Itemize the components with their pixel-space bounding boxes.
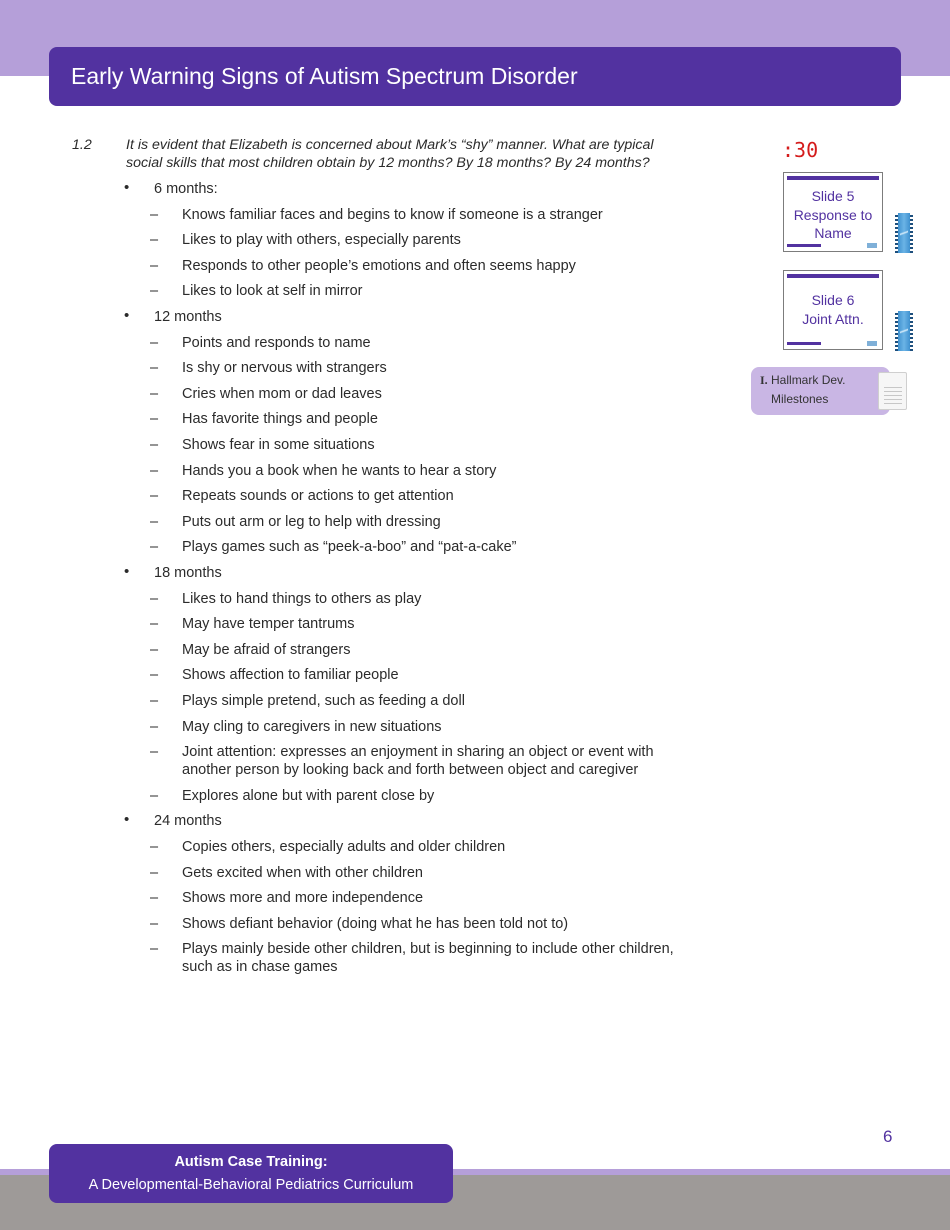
list-item-text: Puts out arm or leg to help with dressing <box>182 513 441 530</box>
document-icon[interactable] <box>878 372 907 410</box>
list-item-text: Knows familiar faces and begins to know if someone is a stranger <box>182 206 603 223</box>
question-line: It is evident that Elizabeth is concerned about Mark’s “shy” manner. What are typical <box>126 137 654 153</box>
footer-subtitle: A Developmental-Behavioral Pediatrics Curriculum <box>88 1177 414 1193</box>
dash-marker: – <box>150 787 159 804</box>
dash-marker: – <box>150 693 159 709</box>
dash-marker: – <box>150 641 159 658</box>
footer-title: Autism Case Training: <box>174 1154 328 1170</box>
slide-thumbnail-5[interactable] <box>783 172 883 252</box>
list-item-text: Has favorite things and people <box>182 411 378 428</box>
bullet-icon: • <box>124 811 130 829</box>
list-item-text: Copies others, especially adults and older children <box>182 839 506 855</box>
question-line: social skills that most children obtain by 12 months? By 18 months? By 24 months? <box>126 155 650 171</box>
section-label: 24 months <box>154 813 222 830</box>
bullet-icon: • <box>124 307 130 324</box>
dash-marker: – <box>150 206 159 223</box>
dash-marker: – <box>150 839 159 855</box>
dash-marker: – <box>150 539 159 556</box>
dash-marker: – <box>150 232 159 249</box>
dash-marker: – <box>150 488 159 505</box>
list-item-text: Gets excited when with other children <box>182 864 423 881</box>
list-item-text: May be afraid of strangers <box>182 641 351 658</box>
video-film-icon[interactable] <box>895 311 913 351</box>
page-number: 6 <box>883 1127 893 1146</box>
list-item-text: Shows affection to familiar people <box>182 667 399 684</box>
list-item-text: Plays games such as “peek-a-boo” and “pat-a-cake” <box>182 539 517 556</box>
logo-icon <box>867 243 877 248</box>
slide-title: Name <box>814 225 852 241</box>
dash-marker: – <box>150 590 159 607</box>
dash-marker: – <box>150 360 159 377</box>
dash-marker: – <box>150 385 159 402</box>
dash-marker: – <box>150 890 159 907</box>
list-item-text: such as in chase games <box>182 959 338 976</box>
list-item-text: Repeats sounds or actions to get attention <box>182 488 454 505</box>
video-film-icon[interactable] <box>895 213 913 253</box>
section-label: 6 months: <box>154 181 218 197</box>
dash-marker: – <box>150 283 159 300</box>
logo-icon <box>867 341 877 346</box>
dash-marker: – <box>150 616 159 633</box>
dash-marker: – <box>150 437 159 453</box>
list-item-text: Shows fear in some situations <box>182 437 375 453</box>
list-item-text: Joint attention: expresses an enjoyment in sharing an object or event with <box>182 744 654 761</box>
list-item-text: Hands you a book when he wants to hear a story <box>182 462 497 479</box>
list-item-text: Likes to look at self in mirror <box>182 283 363 300</box>
slide-title: Slide 5 <box>811 188 855 204</box>
dash-marker: – <box>150 941 159 958</box>
dash-marker: – <box>150 718 159 735</box>
dash-marker: – <box>150 462 159 479</box>
section-label: 12 months <box>154 309 222 325</box>
dash-marker: – <box>150 257 159 274</box>
bullet-icon: • <box>124 179 130 196</box>
dash-marker: – <box>150 864 159 881</box>
list-item-text: another person by looking back and forth between object and caregiver <box>182 762 639 779</box>
list-item-text: Likes to play with others, especially parents <box>182 232 461 249</box>
section-label: 18 months <box>154 565 222 581</box>
list-item-text: Explores alone but with parent close by <box>182 787 435 804</box>
list-item-text: May have temper tantrums <box>182 616 355 633</box>
page-title: Early Warning Signs of Autism Spectrum Disorder <box>71 63 578 89</box>
list-item-text: Responds to other people’s emotions and often seems happy <box>182 257 576 274</box>
bullet-icon: • <box>124 563 130 580</box>
dash-marker: – <box>150 744 159 761</box>
list-item-text: May cling to caregivers in new situations <box>182 718 442 735</box>
slide-title: Slide 6 <box>811 292 855 308</box>
slide-title: Joint Attn. <box>802 310 864 327</box>
list-item-text: Is shy or nervous with strangers <box>182 360 387 377</box>
timer: :30 <box>782 138 819 162</box>
footer-box <box>49 1144 453 1203</box>
list-item-text: Likes to hand things to others as play <box>182 590 422 607</box>
list-item-text: Shows defiant behavior (doing what he has been told not to) <box>182 915 569 932</box>
list-item-text: Cries when mom or dad leaves <box>182 385 382 402</box>
dash-marker: – <box>150 513 159 530</box>
dash-marker: – <box>150 915 159 932</box>
dash-marker: – <box>150 667 159 684</box>
list-item-text: Points and responds to name <box>182 334 371 351</box>
handout-tag[interactable]: I. Hallmark Dev. Milestones <box>751 367 890 415</box>
slide-thumbnail-6[interactable] <box>783 270 883 350</box>
list-item-text: Plays mainly beside other children, but is beginning to include other children, <box>182 941 674 958</box>
dash-marker: – <box>150 411 159 428</box>
dash-marker: – <box>150 334 159 351</box>
list-item-text: Shows more and more independence <box>182 890 424 907</box>
slide-title: Response to <box>793 206 873 223</box>
list-item-text: Plays simple pretend, such as feeding a doll <box>182 693 465 709</box>
question-number: 1.2 <box>72 137 92 153</box>
